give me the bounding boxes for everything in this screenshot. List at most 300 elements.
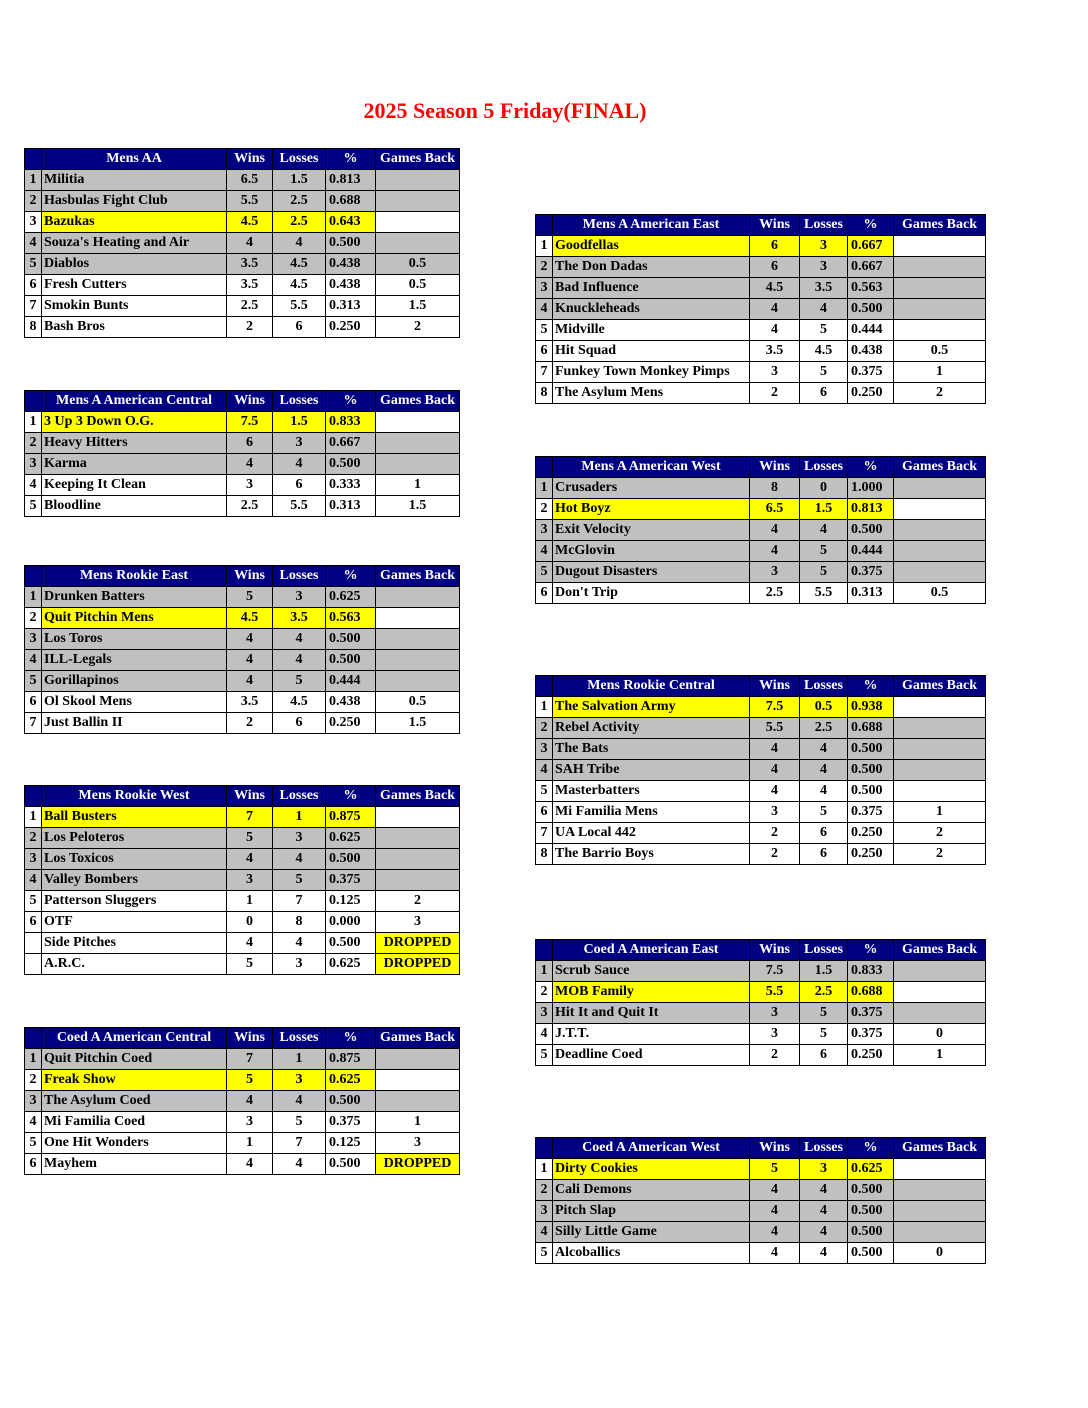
team-pct: 0.444	[848, 541, 894, 562]
team-wins: 4	[750, 1243, 800, 1264]
rank-header	[25, 391, 42, 412]
team-losses: 7	[273, 891, 326, 912]
table-row	[25, 1112, 460, 1133]
games-back	[894, 1222, 986, 1243]
team-name: A.R.C.	[42, 954, 227, 975]
games-back	[894, 961, 986, 982]
games-back	[894, 499, 986, 520]
games-back	[376, 828, 460, 849]
games-back	[894, 1201, 986, 1222]
team-wins: 5.5	[750, 982, 800, 1003]
table-row	[25, 275, 460, 296]
games-back: 1	[894, 802, 986, 823]
team-wins: 5	[227, 954, 273, 975]
team-name: Quit Pitchin Coed	[42, 1049, 227, 1070]
team-pct: 0.500	[848, 299, 894, 320]
page-title: 2025 Season 5 Friday(FINAL)	[363, 98, 647, 123]
pct-header: %	[326, 566, 376, 587]
team-losses: 3	[800, 236, 848, 257]
table-row	[536, 341, 986, 362]
team-rank: 5	[536, 1045, 553, 1066]
standings-table-coed-a-american-central	[24, 1027, 460, 1175]
pct-header: %	[848, 676, 894, 697]
team-losses: 0	[800, 478, 848, 499]
table-row	[25, 1133, 460, 1154]
team-pct: 0.375	[848, 1024, 894, 1045]
team-name: Funkey Town Monkey Pimps	[553, 362, 750, 383]
team-name: Just Ballin II	[42, 713, 227, 734]
table-row	[25, 650, 460, 671]
team-pct: 0.444	[848, 320, 894, 341]
team-name: Ol Skool Mens	[42, 692, 227, 713]
table-row	[536, 1201, 986, 1222]
games-back: 1.5	[376, 713, 460, 734]
team-losses: 4	[273, 650, 326, 671]
games-back	[894, 299, 986, 320]
table-row	[25, 1070, 460, 1091]
games-back	[894, 1159, 986, 1180]
losses-header: Losses	[273, 149, 326, 170]
team-pct: 0.625	[326, 954, 376, 975]
team-wins: 4	[750, 760, 800, 781]
team-losses: 5	[800, 362, 848, 383]
table-row	[25, 933, 460, 954]
team-wins: 2.5	[750, 583, 800, 604]
team-rank: 1	[536, 236, 553, 257]
games-back-header: Games Back	[376, 566, 460, 587]
games-back	[894, 781, 986, 802]
games-back	[894, 236, 986, 257]
team-rank: 7	[536, 823, 553, 844]
team-losses: 1	[273, 1049, 326, 1070]
team-losses: 3	[273, 587, 326, 608]
team-rank: 5	[25, 496, 42, 517]
team-wins: 3	[227, 870, 273, 891]
team-losses: 6	[800, 844, 848, 865]
team-pct: 0.500	[326, 454, 376, 475]
table-row	[25, 849, 460, 870]
games-back: 1	[894, 1045, 986, 1066]
team-name: Exit Velocity	[553, 520, 750, 541]
table-header-row	[536, 676, 986, 697]
losses-header: Losses	[800, 215, 848, 236]
games-back: 2	[894, 383, 986, 404]
team-wins: 0	[227, 912, 273, 933]
games-back: 0.5	[894, 341, 986, 362]
team-losses: 3	[273, 954, 326, 975]
games-back: 2	[894, 823, 986, 844]
team-rank: 5	[25, 891, 42, 912]
table-header-row	[536, 215, 986, 236]
table-row	[536, 697, 986, 718]
table-row	[536, 499, 986, 520]
team-losses: 4	[800, 781, 848, 802]
table-row	[25, 433, 460, 454]
team-rank: 5	[25, 254, 42, 275]
team-wins: 3	[750, 1003, 800, 1024]
team-pct: 0.438	[848, 341, 894, 362]
team-rank: 8	[536, 844, 553, 865]
games-back	[894, 320, 986, 341]
team-name: Midville	[553, 320, 750, 341]
division-name: Mens A American East	[553, 215, 750, 236]
team-losses: 6	[800, 1045, 848, 1066]
team-losses: 3.5	[800, 278, 848, 299]
team-losses: 1	[273, 807, 326, 828]
team-rank: 3	[25, 1091, 42, 1112]
table-header-row	[25, 786, 460, 807]
team-wins: 4	[227, 1154, 273, 1175]
team-name: OTF	[42, 912, 227, 933]
losses-header: Losses	[800, 676, 848, 697]
standings-table-coed-a-american-east	[535, 939, 986, 1066]
team-name: Drunken Batters	[42, 587, 227, 608]
rank-header	[536, 1138, 553, 1159]
table-header-row	[25, 1028, 460, 1049]
team-wins: 6	[227, 433, 273, 454]
games-back-header: Games Back	[376, 391, 460, 412]
games-back	[894, 1180, 986, 1201]
team-rank: 4	[536, 1024, 553, 1045]
team-losses: 4	[800, 1180, 848, 1201]
rank-header	[536, 215, 553, 236]
division-name: Coed A American East	[553, 940, 750, 961]
team-wins: 4	[750, 781, 800, 802]
team-rank: 5	[25, 671, 42, 692]
team-rank: 2	[25, 828, 42, 849]
team-rank: 1	[536, 697, 553, 718]
games-back: 0.5	[376, 254, 460, 275]
games-back: 2	[894, 844, 986, 865]
team-losses: 4	[800, 1201, 848, 1222]
rank-header	[536, 457, 553, 478]
team-rank: 3	[536, 520, 553, 541]
games-back: 2	[376, 317, 460, 338]
team-name: The Barrio Boys	[553, 844, 750, 865]
team-losses: 4	[273, 454, 326, 475]
team-losses: 0.5	[800, 697, 848, 718]
team-rank: 4	[536, 299, 553, 320]
team-losses: 1.5	[273, 170, 326, 191]
team-name: Bazukas	[42, 212, 227, 233]
team-losses: 4	[800, 520, 848, 541]
pct-header: %	[848, 457, 894, 478]
team-wins: 5.5	[750, 718, 800, 739]
team-wins: 4	[750, 1222, 800, 1243]
games-back	[376, 608, 460, 629]
team-name: One Hit Wonders	[42, 1133, 227, 1154]
team-losses: 4	[800, 1243, 848, 1264]
team-losses: 5	[273, 671, 326, 692]
table-row	[536, 383, 986, 404]
team-losses: 3	[273, 433, 326, 454]
team-name: Keeping It Clean	[42, 475, 227, 496]
team-pct: 0.563	[326, 608, 376, 629]
team-rank: 6	[536, 341, 553, 362]
wins-header: Wins	[227, 786, 273, 807]
losses-header: Losses	[273, 566, 326, 587]
team-pct: 0.500	[848, 781, 894, 802]
team-pct: 0.625	[848, 1159, 894, 1180]
team-losses: 4	[800, 760, 848, 781]
games-back	[894, 982, 986, 1003]
games-back	[376, 849, 460, 870]
team-name: Pitch Slap	[553, 1201, 750, 1222]
team-losses: 1.5	[273, 412, 326, 433]
team-name: Ball Busters	[42, 807, 227, 828]
team-name: Goodfellas	[553, 236, 750, 257]
table-row	[536, 1243, 986, 1264]
team-wins: 2.5	[227, 496, 273, 517]
team-pct: 0.813	[326, 170, 376, 191]
team-wins: 3	[750, 802, 800, 823]
team-losses: 4	[273, 233, 326, 254]
games-back: 1	[376, 475, 460, 496]
team-wins: 3	[227, 1112, 273, 1133]
team-rank: 3	[536, 278, 553, 299]
table-row	[25, 475, 460, 496]
team-wins: 3	[227, 475, 273, 496]
table-row	[536, 1159, 986, 1180]
team-name: J.T.T.	[553, 1024, 750, 1045]
games-back: 0.5	[894, 583, 986, 604]
team-losses: 5	[800, 541, 848, 562]
team-pct: 1.000	[848, 478, 894, 499]
standings-table-mens-a-american-central	[24, 390, 460, 517]
team-rank: 3	[536, 1003, 553, 1024]
team-pct: 0.250	[848, 823, 894, 844]
team-rank: 1	[536, 961, 553, 982]
team-wins: 4	[227, 933, 273, 954]
table-row	[536, 278, 986, 299]
table-row	[25, 212, 460, 233]
team-name: Bloodline	[42, 496, 227, 517]
team-losses: 4	[273, 629, 326, 650]
team-rank: 4	[536, 760, 553, 781]
table-row	[536, 478, 986, 499]
team-pct: 0.500	[326, 933, 376, 954]
team-name: Dugout Disasters	[553, 562, 750, 583]
games-back: 3	[376, 1133, 460, 1154]
team-wins: 4	[227, 629, 273, 650]
games-back	[376, 587, 460, 608]
team-name: Smokin Bunts	[42, 296, 227, 317]
team-name: Gorillapinos	[42, 671, 227, 692]
team-rank: 2	[536, 1180, 553, 1201]
team-name: Militia	[42, 170, 227, 191]
team-wins: 4.5	[750, 278, 800, 299]
team-name: Deadline Coed	[553, 1045, 750, 1066]
games-back	[376, 191, 460, 212]
team-name: SAH Tribe	[553, 760, 750, 781]
losses-header: Losses	[273, 391, 326, 412]
losses-header: Losses	[800, 1138, 848, 1159]
table-row	[536, 320, 986, 341]
team-name: Cali Demons	[553, 1180, 750, 1201]
team-pct: 0.500	[848, 760, 894, 781]
team-wins: 5	[227, 828, 273, 849]
division-name: Mens Rookie West	[42, 786, 227, 807]
team-pct: 0.313	[326, 496, 376, 517]
games-back	[894, 1003, 986, 1024]
team-name: Fresh Cutters	[42, 275, 227, 296]
games-back	[376, 412, 460, 433]
team-wins: 3	[750, 562, 800, 583]
team-name: Rebel Activity	[553, 718, 750, 739]
team-wins: 2	[750, 383, 800, 404]
team-pct: 0.625	[326, 587, 376, 608]
division-name: Mens Rookie Central	[553, 676, 750, 697]
team-rank: 6	[25, 275, 42, 296]
table-row	[536, 1024, 986, 1045]
team-name: The Don Dadas	[553, 257, 750, 278]
team-pct: 0.500	[326, 849, 376, 870]
division-name: Mens A American Central	[42, 391, 227, 412]
table-row	[536, 1045, 986, 1066]
team-rank: 1	[25, 170, 42, 191]
games-back	[894, 257, 986, 278]
team-name: Mi Familia Mens	[553, 802, 750, 823]
games-back-header: Games Back	[894, 457, 986, 478]
games-back: 0	[894, 1243, 986, 1264]
team-name: Mi Familia Coed	[42, 1112, 227, 1133]
team-name: Heavy Hitters	[42, 433, 227, 454]
team-wins: 4	[227, 454, 273, 475]
team-rank: 6	[536, 802, 553, 823]
rank-header	[25, 786, 42, 807]
team-rank: 2	[25, 433, 42, 454]
team-wins: 2	[227, 317, 273, 338]
team-pct: 0.125	[326, 1133, 376, 1154]
team-name: Diablos	[42, 254, 227, 275]
team-name: Silly Little Game	[553, 1222, 750, 1243]
table-row	[536, 299, 986, 320]
team-wins: 5	[750, 1159, 800, 1180]
games-back	[376, 650, 460, 671]
pct-header: %	[326, 786, 376, 807]
team-rank: 2	[536, 718, 553, 739]
team-wins: 4	[227, 233, 273, 254]
team-pct: 0.500	[848, 1180, 894, 1201]
team-pct: 0.125	[326, 891, 376, 912]
table-row	[25, 1154, 460, 1175]
team-rank: 6	[25, 692, 42, 713]
team-pct: 0.688	[848, 718, 894, 739]
team-losses: 1.5	[800, 499, 848, 520]
table-row	[536, 982, 986, 1003]
team-rank: 6	[536, 583, 553, 604]
team-pct: 0.500	[848, 1222, 894, 1243]
table-row	[25, 828, 460, 849]
team-pct: 0.375	[326, 870, 376, 891]
team-pct: 0.375	[326, 1112, 376, 1133]
division-name: Mens AA	[42, 149, 227, 170]
team-rank: 4	[25, 870, 42, 891]
team-wins: 3.5	[750, 341, 800, 362]
losses-header: Losses	[800, 940, 848, 961]
team-losses: 4.5	[273, 275, 326, 296]
losses-header: Losses	[273, 1028, 326, 1049]
team-wins: 4	[750, 541, 800, 562]
team-name: 3 Up 3 Down O.G.	[42, 412, 227, 433]
table-row	[536, 961, 986, 982]
table-row	[536, 739, 986, 760]
team-rank: 4	[25, 650, 42, 671]
team-wins: 2	[750, 823, 800, 844]
team-rank: 1	[25, 1049, 42, 1070]
standings-table-mens-aa	[24, 148, 460, 338]
team-rank: 1	[536, 478, 553, 499]
team-losses: 5.5	[273, 496, 326, 517]
team-pct: 0.375	[848, 562, 894, 583]
games-back	[894, 718, 986, 739]
table-row	[536, 760, 986, 781]
table-row	[25, 170, 460, 191]
games-back	[376, 629, 460, 650]
team-losses: 7	[273, 1133, 326, 1154]
team-name: Bash Bros	[42, 317, 227, 338]
team-pct: 0.500	[848, 1243, 894, 1264]
games-back: 3	[376, 912, 460, 933]
team-pct: 0.313	[848, 583, 894, 604]
team-wins: 5.5	[227, 191, 273, 212]
games-back-header: Games Back	[894, 215, 986, 236]
team-name: Crusaders	[553, 478, 750, 499]
table-row	[25, 233, 460, 254]
team-name: Knuckleheads	[553, 299, 750, 320]
pct-header: %	[848, 940, 894, 961]
team-wins: 2	[750, 1045, 800, 1066]
team-name: The Bats	[553, 739, 750, 760]
team-pct: 0.500	[326, 1154, 376, 1175]
table-row	[25, 807, 460, 828]
team-rank: 2	[536, 257, 553, 278]
team-pct: 0.938	[848, 697, 894, 718]
team-rank: 4	[536, 541, 553, 562]
team-losses: 4.5	[273, 692, 326, 713]
team-wins: 4.5	[227, 212, 273, 233]
table-row	[25, 191, 460, 212]
team-wins: 4	[750, 520, 800, 541]
team-losses: 5.5	[273, 296, 326, 317]
team-rank: 3	[25, 629, 42, 650]
team-losses: 3	[273, 828, 326, 849]
rank-header	[25, 149, 42, 170]
team-rank: 5	[536, 781, 553, 802]
table-row	[25, 671, 460, 692]
games-back	[894, 478, 986, 499]
team-pct: 0.250	[326, 317, 376, 338]
games-back	[376, 870, 460, 891]
wins-header: Wins	[227, 149, 273, 170]
team-name: ILL-Legals	[42, 650, 227, 671]
team-wins: 3.5	[227, 692, 273, 713]
team-rank: 1	[25, 807, 42, 828]
games-back	[376, 454, 460, 475]
team-losses: 4	[273, 849, 326, 870]
team-pct: 0.313	[326, 296, 376, 317]
games-back: 0.5	[376, 692, 460, 713]
team-rank: 3	[536, 1201, 553, 1222]
team-losses: 5	[273, 870, 326, 891]
team-losses: 5	[800, 1024, 848, 1045]
team-losses: 5	[800, 1003, 848, 1024]
team-wins: 6.5	[227, 170, 273, 191]
games-back-header: Games Back	[376, 149, 460, 170]
team-pct: 0.250	[848, 1045, 894, 1066]
team-wins: 4	[750, 299, 800, 320]
team-rank: 1	[536, 1159, 553, 1180]
